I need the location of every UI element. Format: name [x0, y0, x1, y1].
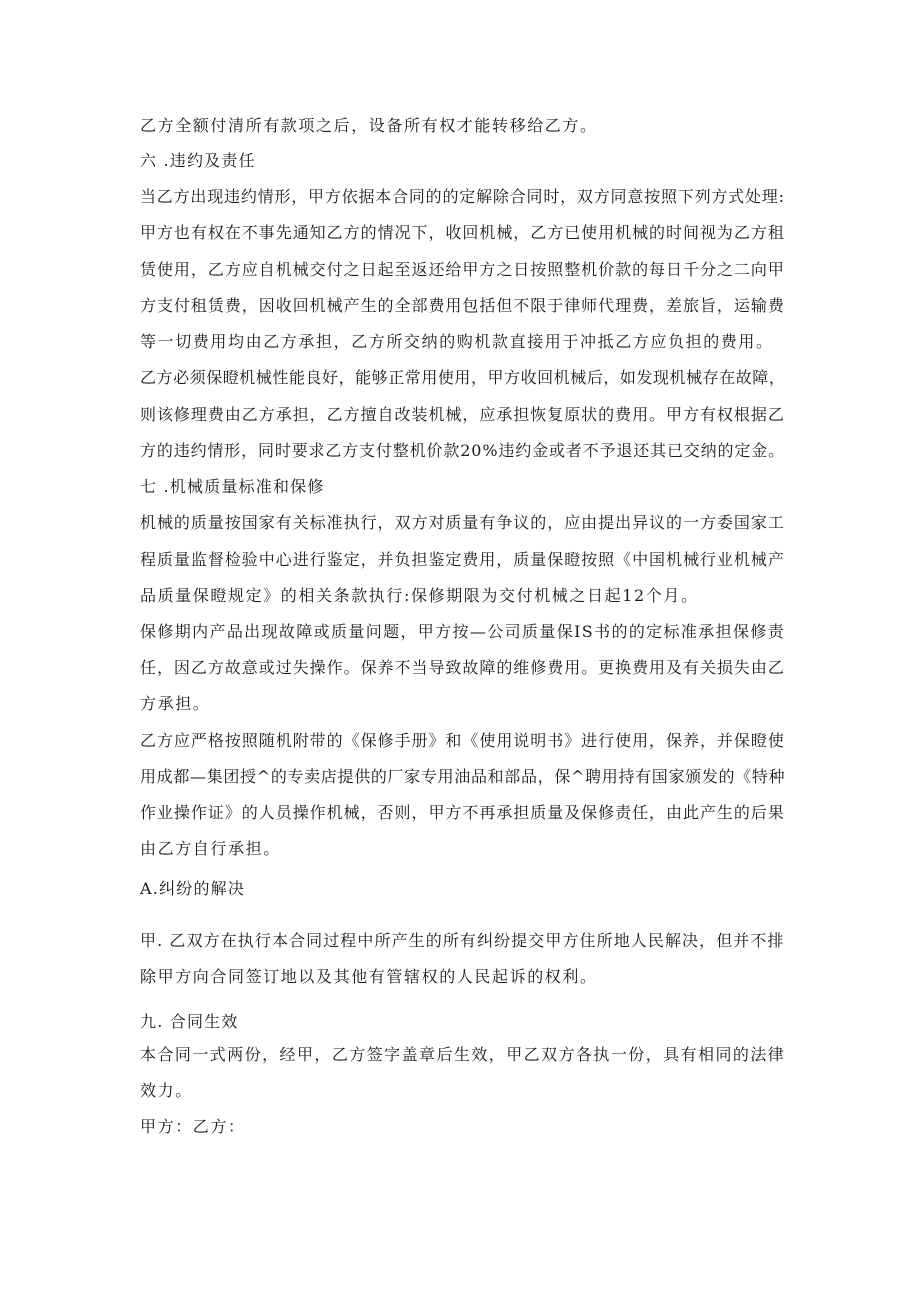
text-line: 任，因乙方故意或过失操作。保养不当导致故障的维修费用。更换费用及有关损失由乙 — [140, 658, 785, 677]
signature-line: 甲方：乙方： — [140, 1117, 246, 1136]
text-line: 用成都—集团授^的专卖店提供的厂家专用油品和部品，保^聘用持有国家颁发的《特种 — [140, 767, 786, 786]
text-line: 机械的质量按国家有关标准执行，双方对质量有争议的，应由提出异议的一方委国家工 — [140, 513, 785, 532]
text-line: 赁使用，乙方应自机械交付之日起至返还给甲方之日按照整机价款的每日千分之二向甲 — [140, 260, 785, 279]
text-line: 作业操作证》的人员操作机械，否则，甲方不再承担质量及保修责任，由此产生的后果 — [140, 803, 785, 822]
text-line: 甲方也有权在不事先通知乙方的情况下，收回机械，乙方已使用机械的时间视为乙方租 — [140, 223, 785, 242]
text-line: 效力。 — [140, 1081, 193, 1100]
text-line: 除甲方向合同签订地以及其他有管辖权的人民起诉的权利。 — [140, 967, 598, 986]
text-line: 保修期内产品出现故障或质量问题，甲方按—公司质量保IS书的的定标准承担保修责 — [140, 622, 786, 641]
section-heading: 七 .机械质量标准和保修 — [140, 477, 325, 496]
text-line: 甲. 乙双方在执行本合同过程中所产生的所有纠纷提交甲方住所地人民解决，但并不排 — [140, 931, 785, 950]
text-line: 乙方全额付清所有款项之后，设备所有权才能转移给乙方。 — [140, 116, 598, 135]
text-line: 等一切费用均由乙方承担，乙方所交纳的购机款直接用于冲抵乙方应负担的费用。 — [140, 332, 774, 351]
text-line: 方承担。 — [140, 694, 211, 713]
text-line: 当乙方出现违约情形，甲方依据本合同的的定解除合同时，双方同意按照下列方式处理: — [140, 187, 785, 206]
text-line: 乙方必须保瞪机械性能良好，能够正常用使用，甲方收回机械后，如发现机械存在故障， — [140, 368, 786, 387]
text-line: 方支付租赁费，因收回机械产生的全部费用包括但不限于律师代理费，差旅旨，运输费 — [140, 296, 785, 315]
section-heading: A.纠纷的解决 — [140, 879, 246, 898]
text-line: 则该修理费由乙方承担，乙方擅自改装机械，应承担恢复原状的费用。甲方有权根据乙 — [140, 405, 785, 424]
text-line: 品质量保瞪规定》的相关条款执行:保修期限为交付机械之日起12个月。 — [140, 586, 699, 605]
section-heading: 九. 合同生效 — [140, 1012, 239, 1031]
text-line: 由乙方自行承担。 — [140, 839, 281, 858]
section-heading: 六 .违约及责任 — [140, 151, 256, 170]
text-line: 乙方应严格按照随机附带的《保修手册》和《使用说明书》进行使用，保养，并保瞪使 — [140, 731, 785, 750]
text-line: 方的违约情形，同时要求乙方支付整机价款20%违约金或者不予退还其已交纳的定金。 — [140, 441, 785, 460]
text-line: 本合同一式两份，经甲，乙方签字盖章后生效，甲乙双方各执一份，具有相同的法律 — [140, 1045, 786, 1064]
text-line: 程质量监督检验中心进行鉴定，并负担鉴定费用，质量保瞪按照《中国机械行业机械产 — [140, 550, 785, 569]
